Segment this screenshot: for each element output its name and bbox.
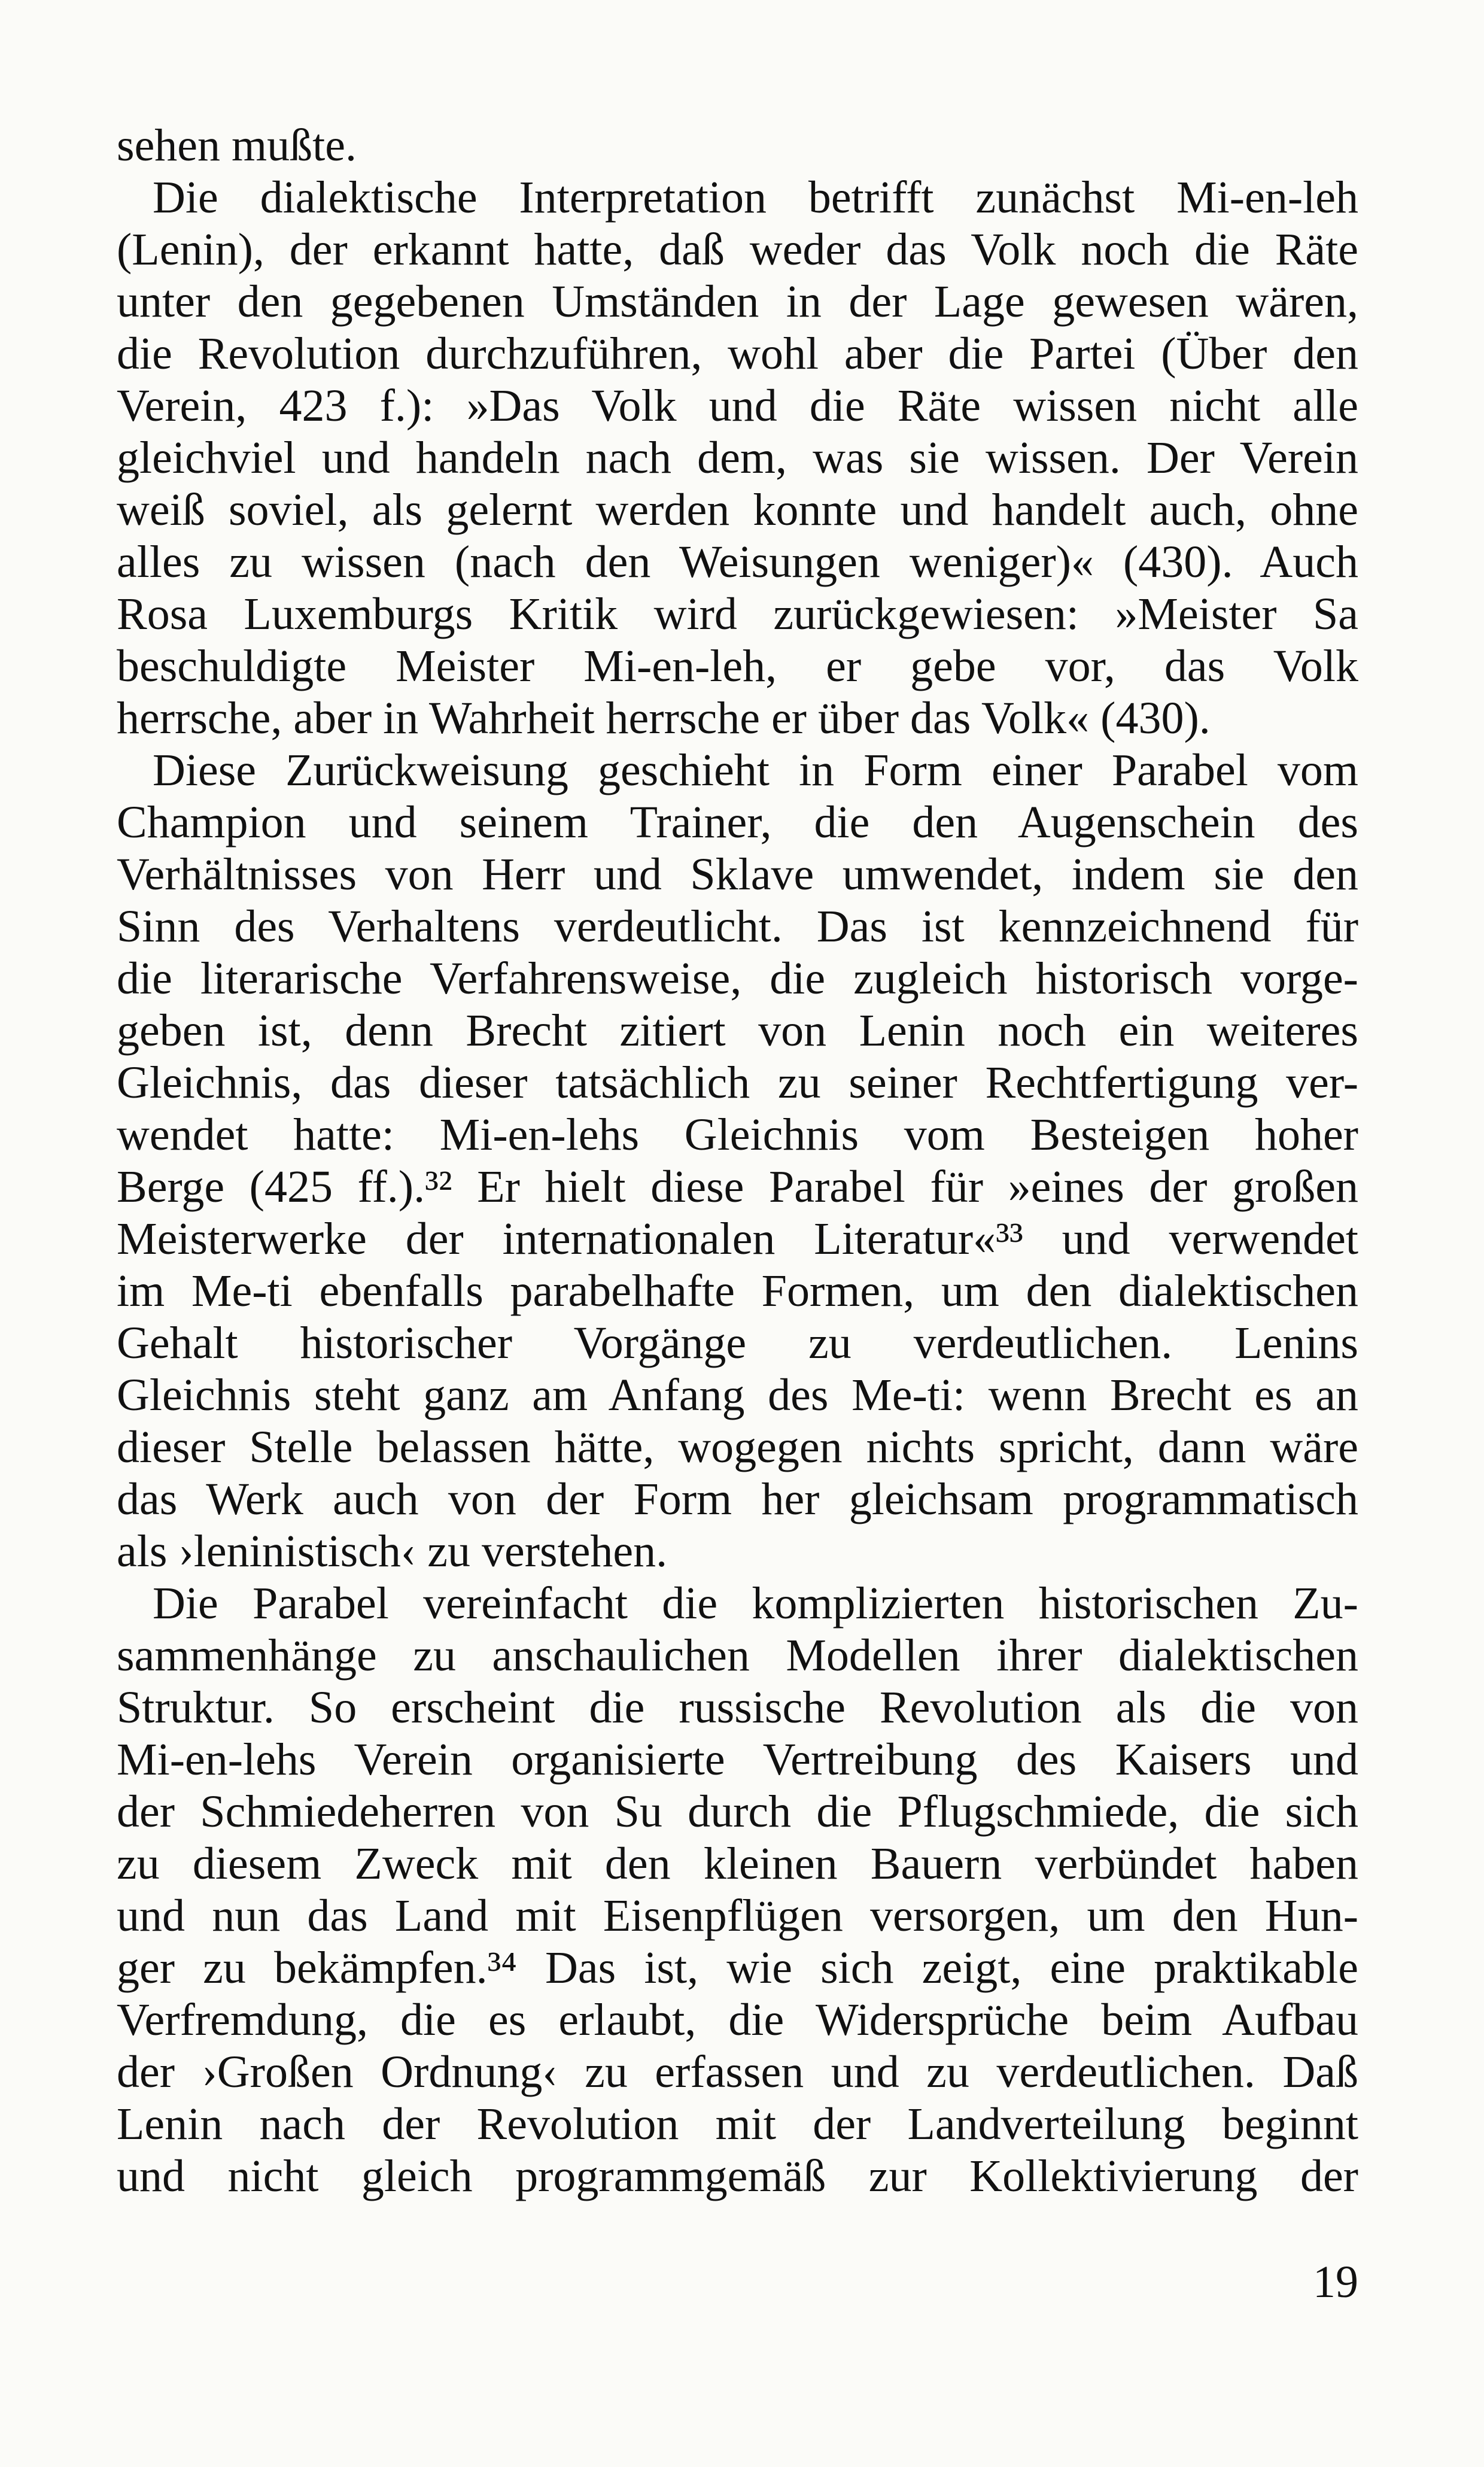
text-line: ger zu bekämpfen.³⁴ Das ist, wie sich zeigt, eine praktikable (117, 1943, 1358, 1993)
text-line: die Revolution durchzuführen, wohl aber die Partei (Über den (117, 329, 1358, 379)
text-line: beschuldigte Meister Mi-en-leh, er gebe vor, das Volk (117, 641, 1358, 691)
text-line: geben ist, denn Brecht zitiert von Lenin noch ein weiteres (117, 1005, 1358, 1056)
text-line: die literarische Verfahrensweise, die zugleich historisch vorge- (117, 953, 1358, 1004)
text-line: zu diesem Zweck mit den kleinen Bauern verbündet haben (117, 1839, 1358, 1889)
text-line: Meisterwerke der internationalen Literatur«³³ und verwendet (117, 1214, 1358, 1264)
text-line: sammenhänge zu anschaulichen Modellen ihrer dialektischen (117, 1630, 1358, 1681)
text-line: sehen mußte. (117, 120, 357, 171)
page-number: 19 (1313, 2257, 1358, 2307)
text-line: Die Parabel vereinfacht die komplizierten historischen Zu- (153, 1578, 1358, 1629)
text-line: und nicht gleich programmgemäß zur Kollektivierung der (117, 2151, 1358, 2201)
text-line: unter den gegebenen Umständen in der Lage gewesen wären, (117, 277, 1358, 327)
text-line: Struktur. So erscheint die russische Revolution als die von (117, 1682, 1358, 1733)
text-line: der Schmiedeherren von Su durch die Pflugschmiede, die sich (117, 1787, 1358, 1837)
text-line: Gleichnis steht ganz am Anfang des Me-ti: wenn Brecht es an (117, 1370, 1358, 1420)
text-line: und nun das Land mit Eisenpflügen versorgen, um den Hun- (117, 1891, 1358, 1941)
text-line: im Me-ti ebenfalls parabelhafte Formen, um den dialektischen (117, 1266, 1358, 1316)
text-line: Berge (425 ff.).³² Er hielt diese Parabel für »eines der großen (117, 1162, 1358, 1212)
text-line: das Werk auch von der Form her gleichsam programmatisch (117, 1474, 1358, 1524)
text-line: (Lenin), der erkannt hatte, daß weder das Volk noch die Räte (117, 224, 1358, 275)
text-line: Gleichnis, das dieser tatsächlich zu seiner Rechtfertigung ver- (117, 1058, 1358, 1108)
text-line: der ›Großen Ordnung‹ zu erfassen und zu verdeutlichen. Daß (117, 2047, 1358, 2097)
text-line: Diese Zurückweisung geschieht in Form einer Parabel vom (153, 745, 1358, 795)
text-line: dieser Stelle belassen hätte, wogegen nichts spricht, dann wäre (117, 1422, 1358, 1472)
text-line: Verhältnisses von Herr und Sklave umwendet, indem sie den (117, 849, 1358, 900)
text-line: als ›leninistisch‹ zu verstehen. (117, 1526, 668, 1576)
text-line: gleichviel und handeln nach dem, was sie wissen. Der Verein (117, 433, 1358, 483)
text-line: Lenin nach der Revolution mit der Landverteilung beginnt (117, 2099, 1358, 2149)
text-line: Sinn des Verhaltens verdeutlicht. Das ist kennzeichnend für (117, 901, 1358, 952)
text-line: weiß soviel, als gelernt werden konnte und handelt auch, ohne (117, 485, 1358, 535)
text-line: herrsche, aber in Wahrheit herrsche er über das Volk« (430). (117, 693, 1211, 743)
text-line: Champion und seinem Trainer, die den Augenschein des (117, 797, 1358, 847)
text-line: Mi-en-lehs Verein organisierte Vertreibung des Kaisers und (117, 1734, 1358, 1785)
text-line: Verein, 423 f.): »Das Volk und die Räte wissen nicht alle (117, 381, 1358, 431)
text-line: Verfremdung, die es erlaubt, die Widersprüche beim Aufbau (117, 1995, 1358, 2045)
body-text (117, 120, 1358, 2202)
text-line: Die dialektische Interpretation betrifft zunächst Mi-en-leh (153, 172, 1358, 223)
text-line: Gehalt historischer Vorgänge zu verdeutlichen. Lenins (117, 1318, 1358, 1368)
text-line: alles zu wissen (nach den Weisungen weniger)« (430). Auch (117, 537, 1358, 587)
text-line: Rosa Luxemburgs Kritik wird zurückgewiesen: »Meister Sa (117, 589, 1358, 639)
text-line: wendet hatte: Mi-en-lehs Gleichnis vom Besteigen hoher (117, 1110, 1358, 1160)
